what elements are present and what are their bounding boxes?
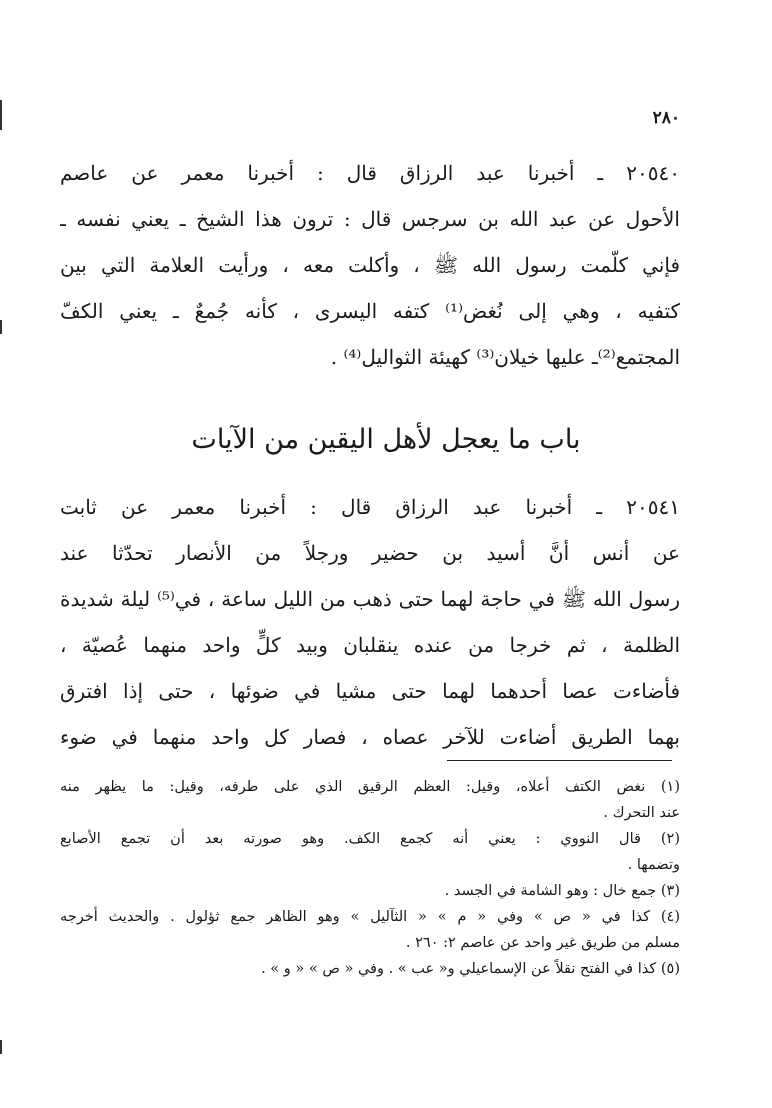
hadith-20541 bbox=[60, 484, 680, 760]
text-line: عن أنس أنَّ أسيد بن حضير ورجلاً من الأنصار تحدّثا عند bbox=[60, 541, 680, 565]
footnote-2 bbox=[60, 826, 680, 878]
text-line: ٢٠٥٤١ ـ أخبرنا عبد الرزاق قال : أخبرنا معمر عن ثابت bbox=[60, 495, 680, 519]
footnote-line: (٣) جمع خال : وهو الشامة في الجسد . bbox=[444, 883, 680, 899]
footnote-1 bbox=[60, 774, 680, 826]
text-line: فإني كلّمت رسول الله ﷺ ، وأكلت معه ، ورأيت العلامة التي بين bbox=[60, 253, 680, 277]
footnote-line: (٢) قال النووي : يعني أنه كجمع الكف. وهو صورته بعد أن تجمع الأصابع bbox=[60, 831, 680, 847]
text-line: الظلمة ، ثم خرجا من عنده ينقلبان وبيد كلٍّ واحد منهما عُصيّة ، bbox=[60, 633, 680, 657]
footnote-line: وتضمها . bbox=[627, 857, 680, 873]
text-line: كتفيه ، وهي إلى نُغض⁽¹⁾ كتفه اليسرى ، كأنه جُمعٌ ـ يعني الكفّ bbox=[60, 299, 680, 323]
footnote-line: (٥) كذا في الفتح نقلاً عن الإسماعيلي و« عب » . وفي « ص » « و » . bbox=[261, 961, 680, 977]
footnote-separator bbox=[447, 760, 672, 761]
footnote-line: عند التحرك . bbox=[603, 805, 680, 821]
footnote-5 bbox=[60, 956, 680, 982]
chapter-heading: باب ما يعجل لأهل اليقين من الآيات bbox=[191, 424, 581, 455]
footnote-line: مسلم من طريق غير واحد عن عاصم ٢: ٢٦٠ . bbox=[405, 935, 680, 951]
text-line: الأحول عن عبد الله بن سرجس قال : ترون هذا الشيخ ـ يعني نفسه ـ bbox=[60, 207, 680, 231]
scan-edge-mark bbox=[0, 320, 2, 334]
text-line: ٢٠٥٤٠ ـ أخبرنا عبد الرزاق قال : أخبرنا معمر عن عاصم bbox=[60, 161, 680, 185]
text-line: رسول الله ﷺ في حاجة لهما حتى ذهب من الليل ساعة ، في⁽⁵⁾ ليلة شديدة bbox=[60, 587, 680, 611]
footnote-3 bbox=[60, 878, 680, 904]
text-line: المجتمع⁽²⁾ـ عليها خيلان⁽³⁾ كهيئة الثواليل⁽⁴⁾ . bbox=[330, 345, 680, 369]
scan-edge-mark bbox=[0, 100, 2, 130]
text-line: بهما الطريق أضاءت للآخر عصاه ، فصار كل واحد منهما في ضوء bbox=[60, 725, 680, 749]
footnote-line: (١) نغض الكتف أعلاه، وقيل: العظم الرقيق الذي على طرفه، وقيل: ما يظهر منه bbox=[60, 779, 680, 795]
footnote-4 bbox=[60, 904, 680, 956]
scan-edge-mark bbox=[0, 1040, 2, 1054]
page-number: ٢٨٠ bbox=[652, 108, 680, 128]
footnote-line: (٤) كذا في « ص » وفي « م » « الثآليل » وهو الظاهر جمع ثؤلول . والحديث أخرجه bbox=[60, 909, 680, 925]
footnotes bbox=[60, 774, 680, 982]
text-line: فأضاءت عصا أحدهما لهما حتى مشيا في ضوئها ، حتى إذا افترق bbox=[60, 679, 680, 703]
hadith-20540 bbox=[60, 150, 680, 380]
